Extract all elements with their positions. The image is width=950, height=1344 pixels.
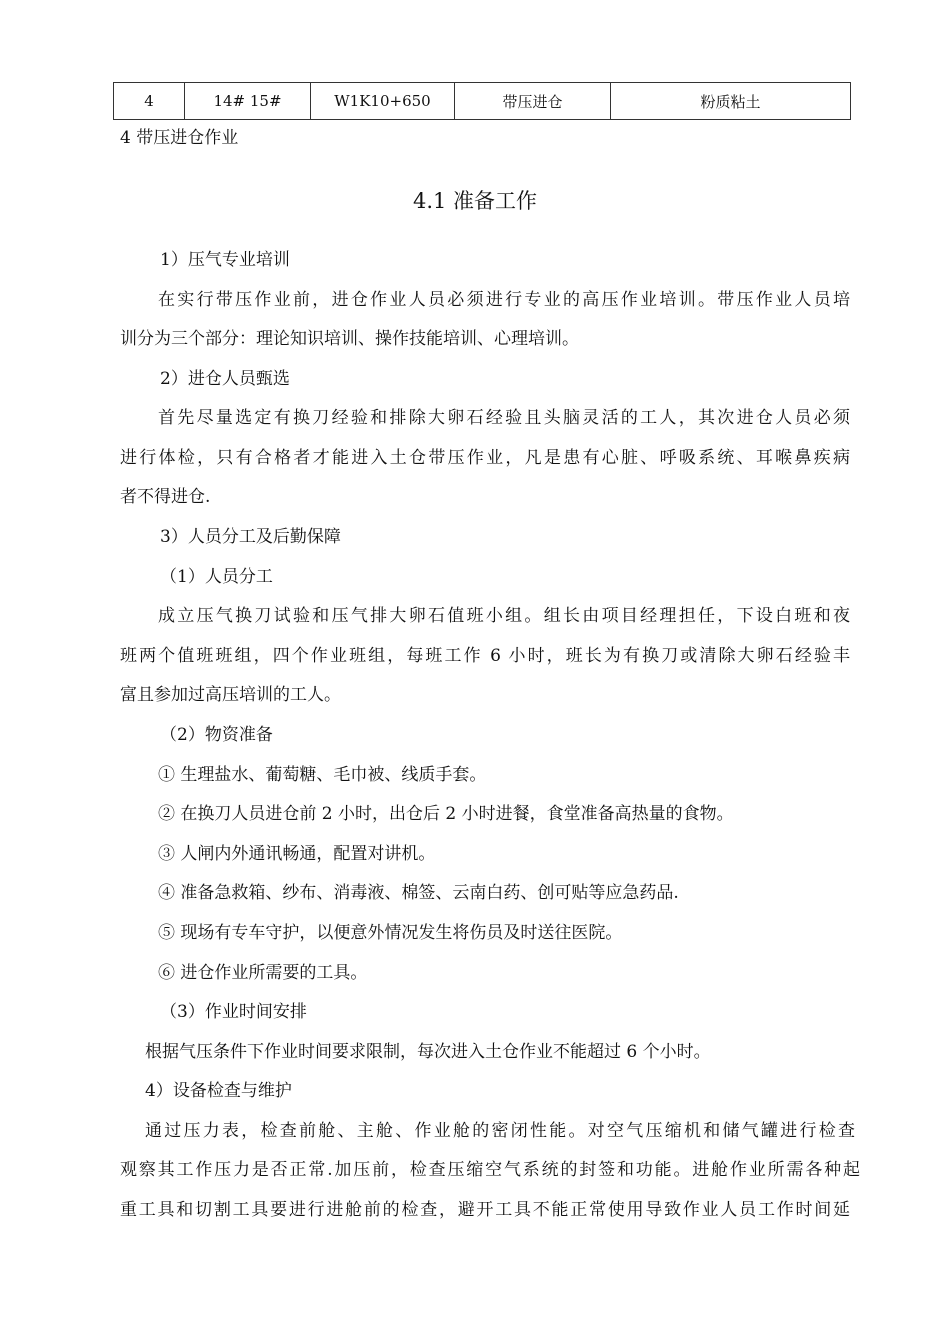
paragraph-line: 进行体检，只有合格者才能进入土仓带压作业，凡是患有心脏、呼吸系统、耳喉鼻疾病 <box>120 448 850 468</box>
paragraph-line: 首先尽量选定有换刀经验和排除大卵石经验且头脑灵活的工人，其次进仓人员必须 <box>158 408 850 428</box>
sub-heading: 3）人员分工及后勤保障 <box>160 527 341 547</box>
sub-heading: （1）人员分工 <box>160 567 273 587</box>
list-item: ④ 准备急救箱、纱布、消毒液、棉签、云南白药、创可贴等应急药品. <box>158 883 679 903</box>
paragraph-line: 重工具和切割工具要进行进舱前的检查，避开工具不能正常使用导致作业人员工作时间延 <box>120 1200 850 1220</box>
paragraph-line: 者不得进仓. <box>120 487 211 507</box>
list-item: ③ 人闸内外通讯畅通，配置对讲机。 <box>158 844 436 864</box>
paragraph-line: 训分为三个部分：理论知识培训、操作技能培训、心理培训。 <box>120 329 579 349</box>
table-cell-method: 带压进仓 <box>455 83 611 120</box>
sub-heading: 2）进仓人员甄选 <box>160 369 290 389</box>
table-cell-mileage: W1K10+650 <box>311 83 455 120</box>
paragraph-line: 班两个值班班组，四个作业班组，每班工作 6 小时，班长为有换刀或清除大卵石经验丰 <box>120 646 850 666</box>
paragraph-line: 富且参加过高压培训的工人。 <box>120 685 341 705</box>
table-cell-no: 4 <box>114 83 185 120</box>
sub-heading: （3）作业时间安排 <box>160 1002 307 1022</box>
sub-heading: 4）设备检查与维护 <box>145 1081 292 1101</box>
list-item: ② 在换刀人员进仓前 2 小时，出仓后 2 小时进餐，食堂准备高热量的食物。 <box>158 804 734 824</box>
paragraph-line: 在实行带压作业前，进仓作业人员必须进行专业的高压作业培训。带压作业人员培 <box>158 290 850 310</box>
table-cell-soil: 粉质粘土 <box>611 83 851 120</box>
paragraph-line: 根据气压条件下作业时间要求限制，每次进入土仓作业不能超过 6 个小时。 <box>145 1042 711 1062</box>
section-4-heading: 4 带压进仓作业 <box>120 128 239 148</box>
geology-table <box>113 82 851 120</box>
paragraph-line: 成立压气换刀试验和压气排大卵石值班小组。组长由项目经理担任，下设白班和夜 <box>158 606 850 626</box>
paragraph-line: 观察其工作压力是否正常.加压前，检查压缩空气系统的封签和功能。进舱作业所需各种起 <box>120 1160 860 1180</box>
paragraph-line: 通过压力表，检查前舱、主舱、作业舱的密闭性能。对空气压缩机和储气罐进行检查 <box>145 1121 855 1141</box>
sub-heading: （2）物资准备 <box>160 725 273 745</box>
section-4-1-heading: 4.1 准备工作 <box>412 189 538 213</box>
list-item: ⑤ 现场有专车守护，以便意外情况发生将伤员及时送往医院。 <box>158 923 623 943</box>
list-item: ① 生理盐水、葡萄糖、毛巾被、线质手套。 <box>158 765 487 785</box>
table-row <box>114 83 851 120</box>
table-cell-ring: 14# 15# <box>185 83 311 120</box>
list-item: ⑥ 进仓作业所需要的工具。 <box>158 963 368 983</box>
sub-heading: 1）压气专业培训 <box>160 250 290 270</box>
